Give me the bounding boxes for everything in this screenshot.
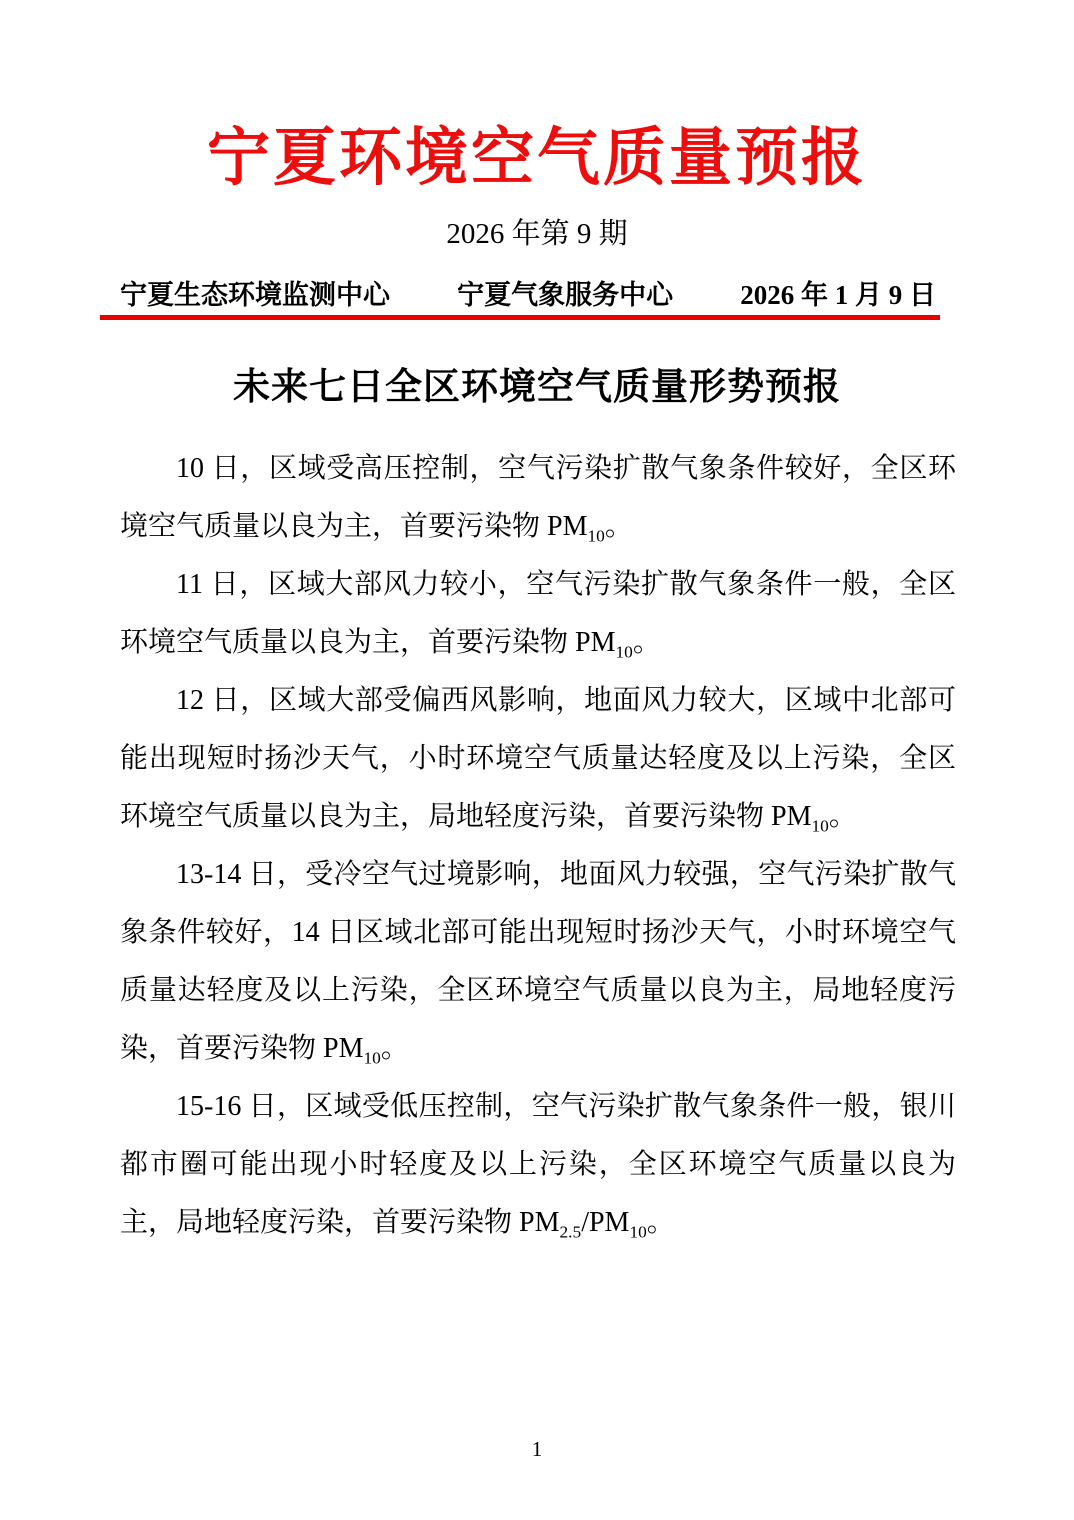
- pollutant-subscript: 2.5: [559, 1222, 582, 1242]
- paragraph-text: 11 日，区域大部风力较小，空气污染扩散气象条件一般，全区环境空气质量以良为主，首要污染物 PM: [120, 569, 956, 658]
- section-heading: 未来七日全区环境空气质量形势预报: [233, 366, 841, 407]
- page-number: 1: [531, 1437, 543, 1461]
- issue-date: 2026 年 1 月 9 日: [740, 280, 936, 310]
- paragraph-text: 。: [828, 801, 857, 832]
- document-title: 宁夏环境空气质量预报: [207, 123, 867, 193]
- paragraph-text: 10 日，区域受高压控制，空气污染扩散气象条件较好，全区环境空气质量以良为主，首要污染物 PM: [120, 453, 956, 542]
- paragraph-text: 15-16 日，区域受低压控制，空气污染扩散气象条件一般，银川都市圈可能出现小时轻度及以上污染，全区环境空气质量以良为主，局地轻度污染，首要污染物 PM: [120, 1091, 956, 1238]
- issue-number: 2026 年第 9 期: [446, 218, 628, 250]
- paragraph-text: 13-14 日，受冷空气过境影响，地面风力较强，空气污染扩散气象条件较好，14 日区域北部可能出现短时扬沙天气，小时环境空气质量达轻度及以上污染，全区环境空气质量以良为主，局地轻度污染，首要污染物 PM: [120, 859, 956, 1064]
- pollutant-subscript: 10: [811, 816, 829, 836]
- forecast-paragraph: [120, 846, 956, 1078]
- paragraph-text: 。: [604, 511, 633, 542]
- forecast-paragraph: [120, 1078, 956, 1252]
- red-divider-line: [100, 315, 940, 320]
- paragraph-text: 12 日，区域大部受偏西风影响，地面风力较大，区域中北部可能出现短时扬沙天气，小时环境空气质量达轻度及以上污染，全区环境空气质量以良为主，局地轻度污染，首要污染物 PM: [120, 685, 956, 832]
- forecast-paragraph: [120, 440, 956, 556]
- masthead-row: [120, 278, 936, 312]
- pollutant-subscript: 10: [629, 1222, 647, 1242]
- pollutant-subscript: 10: [615, 642, 633, 662]
- forecast-paragraph: [120, 556, 956, 672]
- paragraph-text: 。: [632, 627, 661, 658]
- org-weather-center: 宁夏气象服务中心: [457, 280, 674, 310]
- paragraph-text: 。: [646, 1207, 675, 1238]
- forecast-body: [120, 440, 956, 1252]
- paragraph-text: 。: [380, 1033, 409, 1064]
- pollutant-subscript: 10: [587, 526, 605, 546]
- paragraph-text: /PM: [581, 1207, 630, 1238]
- org-monitoring-center: 宁夏生态环境监测中心: [120, 280, 390, 310]
- pollutant-subscript: 10: [363, 1048, 381, 1068]
- forecast-paragraph: [120, 672, 956, 846]
